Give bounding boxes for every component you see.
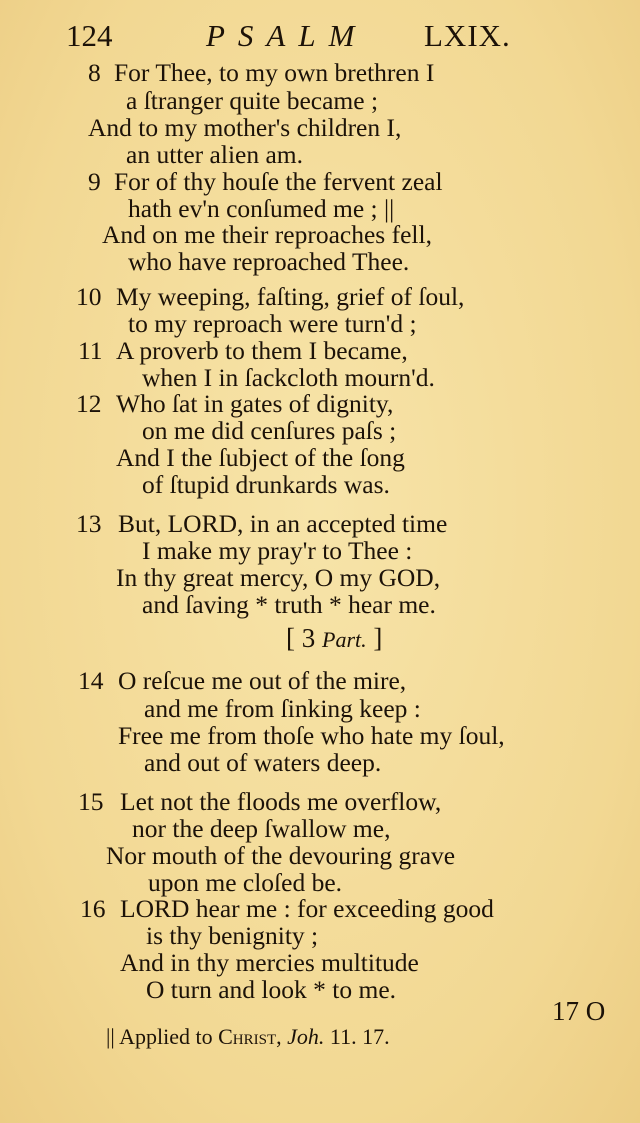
page-header [0, 14, 640, 54]
footnote [106, 1024, 390, 1050]
verse-line: to my reproach were turn'd ; [128, 309, 417, 338]
footnote-name: Christ, [218, 1024, 282, 1049]
verse-line: and out of waters deep. [144, 748, 382, 777]
verse-line: and ſaving * truth * hear me. [142, 590, 436, 619]
footnote-text: Applied to [119, 1024, 213, 1049]
running-title: PSALM [206, 18, 368, 53]
verse-number: 8 [88, 58, 101, 87]
verse-line: O reſcue me out of the mire, [118, 666, 407, 695]
verse-line: upon me cloſed be. [148, 868, 343, 897]
verse-line: And to my mother's children I, [88, 113, 402, 142]
verse-line: For Thee, to my own brethren I [114, 58, 435, 87]
verse-line: But, LORD, in an accepted time [118, 509, 448, 538]
verse-number: 13 [76, 509, 102, 538]
verse-number: 16 [80, 894, 106, 923]
verse-line: and me from ſinking keep : [144, 694, 421, 723]
catchword: 17 O [552, 996, 606, 1026]
part-heading [286, 623, 382, 654]
verse-line: who have reproached Thee. [128, 247, 410, 276]
verse-number: 15 [78, 787, 104, 816]
verse-number: 9 [88, 167, 101, 196]
verse-line: And on me their reproaches fell, [102, 220, 432, 249]
verse-line: For of thy houſe the fervent zeal [114, 167, 443, 196]
verse-line: a ſtranger quite became ; [126, 86, 379, 115]
verse-line: when I in ſackcloth mourn'd. [142, 363, 435, 392]
verse-line: on me did cenſures paſs ; [142, 416, 397, 445]
verse-line: is thy benignity ; [146, 921, 319, 950]
psalm-number: LXIX. [424, 18, 511, 53]
verse-line: And I the ſubject of the ſong [116, 443, 405, 472]
verse-line: I make my pray'r to Thee : [142, 536, 413, 565]
verse-number: 14 [78, 666, 104, 695]
verse-line: Free me from thoſe who hate my ſoul, [118, 721, 505, 750]
footnote-mark: || [106, 1024, 115, 1049]
verse-number: 12 [76, 389, 102, 418]
verse-line: Nor mouth of the devouring grave [106, 841, 456, 870]
footnote-reference: 11. 17. [329, 1024, 390, 1049]
part-label: Part. [322, 627, 367, 652]
verse-line: A proverb to them I became, [116, 336, 408, 365]
verse-line: hath ev'n conſumed me ; || [128, 194, 395, 223]
verse-line: Let not the floods me overflow, [120, 787, 442, 816]
verse-line: of ſtupid drunkards was. [142, 470, 390, 499]
verse-line: And in thy mercies multitude [120, 948, 419, 977]
verse-line: My weeping, faſting, grief of ſoul, [116, 282, 465, 311]
page-number: 124 [66, 18, 113, 53]
verse-line: Who ſat in gates of dignity, [116, 389, 394, 418]
footnote-book: Joh. [287, 1024, 325, 1049]
part-open: [ 3 [286, 623, 316, 653]
verse-line: LORD hear me : for exceeding good [120, 894, 494, 923]
verse-line: O turn and look * to me. [146, 975, 397, 1004]
part-close: ] [373, 623, 383, 653]
verse-line: In thy great mercy, O my GOD, [116, 563, 441, 592]
verse-line: nor the deep ſwallow me, [132, 814, 391, 843]
verse-line: an utter alien am. [126, 140, 304, 169]
verse-number: 11 [78, 336, 103, 365]
verse-number: 10 [76, 282, 102, 311]
